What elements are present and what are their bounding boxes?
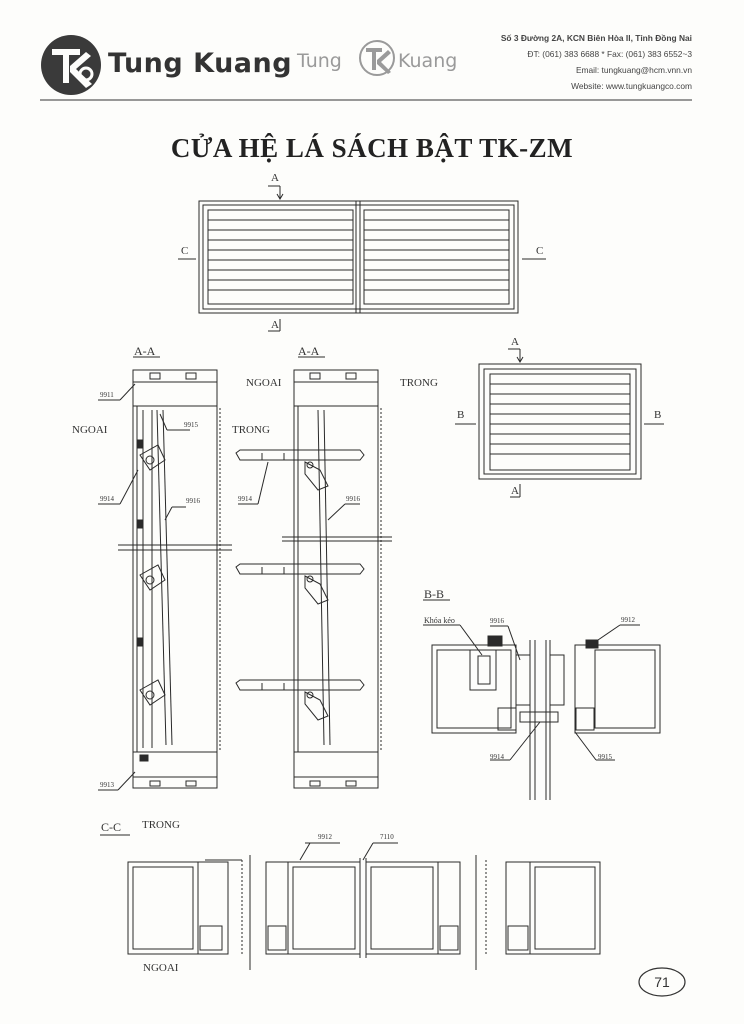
section-aa-left-title: A-A	[134, 344, 156, 358]
code-9915-bb: 9915	[598, 753, 612, 761]
section-aa-right-title: A-A	[298, 344, 320, 358]
code-9916-aa-left: 9916	[186, 497, 200, 505]
code-9914-aa-right: 9914	[238, 495, 252, 503]
code-9915-aa: 9915	[184, 421, 198, 429]
section-cc-title: C-C	[101, 820, 122, 834]
code-9916-aa-right: 9916	[346, 495, 360, 503]
marker-b-right: B	[654, 409, 662, 421]
label-trong-2: TRONG	[232, 424, 270, 436]
code-9912-bb: 9912	[621, 616, 635, 624]
code-9913: 9913	[100, 781, 114, 789]
label-ngoai-1: NGOAI	[246, 377, 282, 389]
marker-a-top: A	[271, 172, 279, 184]
code-9916-bb: 9916	[490, 617, 504, 625]
marker-b-left: B	[457, 409, 465, 421]
section-cc	[100, 835, 600, 970]
code-9912-cc: 9912	[318, 833, 332, 841]
section-bb-title: B-B	[424, 587, 445, 601]
marker-c-left: C	[181, 245, 189, 257]
elevation-single-louver	[455, 349, 664, 497]
marker-c-right: C	[536, 245, 544, 257]
marker-a-right-bottom: A	[511, 485, 519, 497]
page-title: CỬA HỆ LÁ SÁCH BẬT TK-ZM	[170, 133, 574, 163]
marker-a-right-top: A	[511, 336, 519, 348]
company-phone: ĐT: (061) 383 6688 * Fax: (061) 383 6552~3	[527, 49, 692, 59]
code-9914-aa-left: 9914	[100, 495, 114, 503]
section-bb	[423, 600, 660, 800]
label-trong-1: TRONG	[400, 377, 438, 389]
label-ngoai-3: NGOAI	[143, 962, 179, 974]
label-trong-3: TRONG	[142, 819, 180, 831]
section-aa-left	[98, 357, 232, 790]
section-aa-right	[236, 357, 392, 788]
marker-a-bottom: A	[271, 319, 279, 331]
label-ngoai-2: NGOAI	[72, 424, 108, 436]
code-9914-bb: 9914	[490, 753, 504, 761]
code-9911: 9911	[100, 391, 114, 399]
company-email: Email: tungkuang@hcm.vnn.vn	[575, 65, 692, 75]
label-khoa-keo: Khóa kéo	[424, 616, 455, 625]
brand-name: Tung Kuang	[108, 48, 293, 79]
code-7110: 7110	[380, 833, 394, 841]
brand-alt-left: Tung	[297, 50, 342, 72]
brand-alt-right: Kuang	[398, 50, 458, 72]
company-website: Website: www.tungkuangco.com	[571, 81, 692, 91]
company-address: Số 3 Đường 2A, KCN Biên Hòa II, Tỉnh Đồng Nai	[500, 33, 692, 43]
page-number: 71	[654, 974, 670, 990]
elevation-double-louver	[178, 186, 546, 331]
